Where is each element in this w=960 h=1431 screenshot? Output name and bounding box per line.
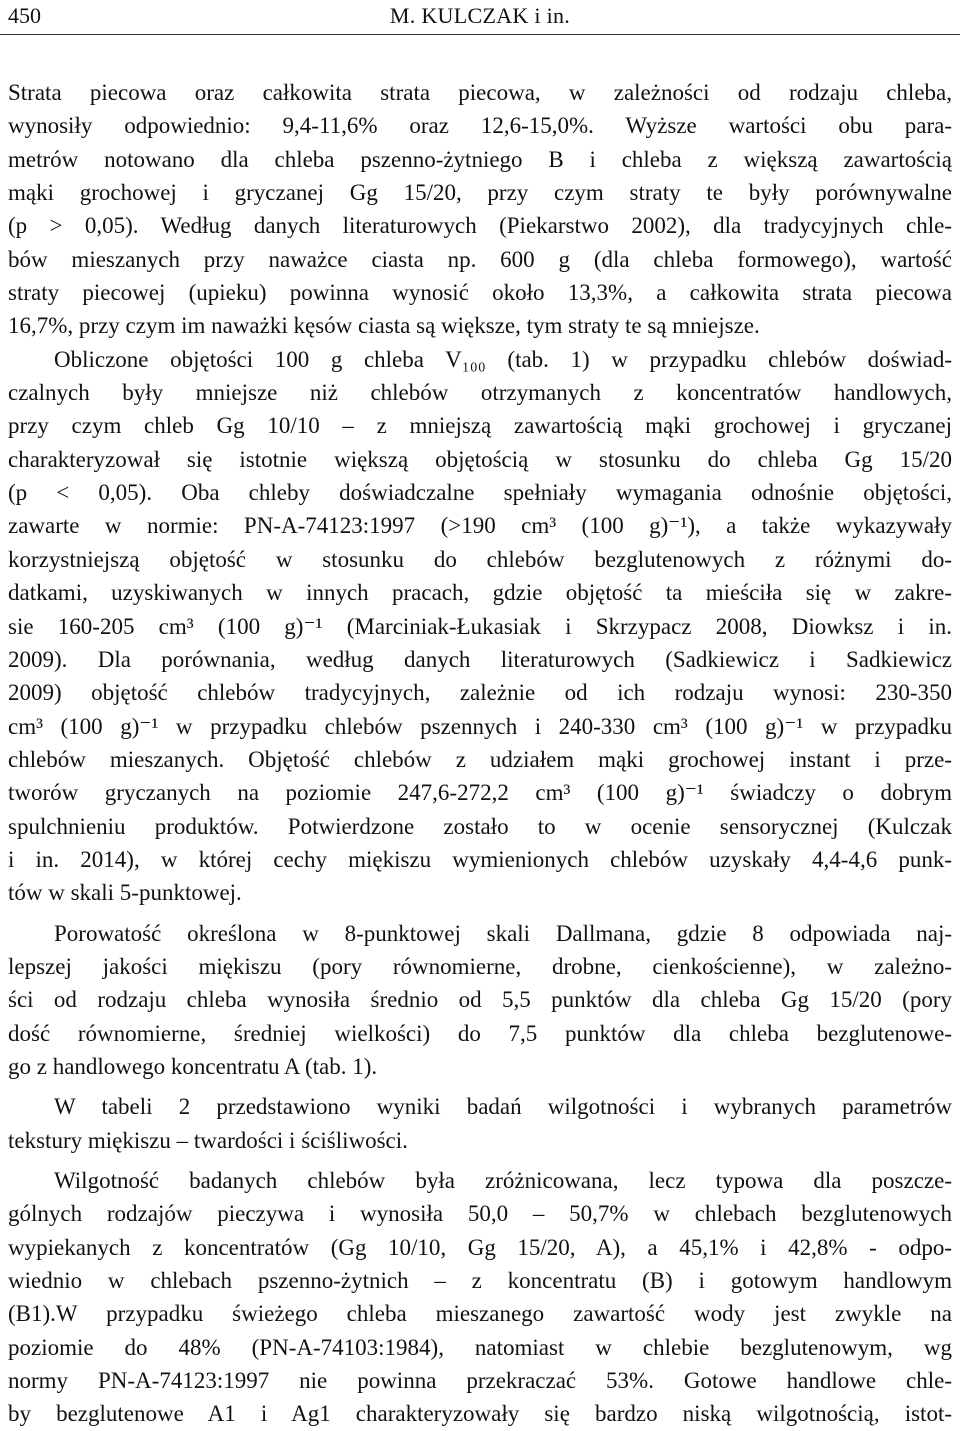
running-header: [0, 0, 960, 35]
text-line: charakteryzował się istotnie większą objętością w stosunku do chleba Gg 15/20: [8, 446, 952, 472]
text-line: dość równomierne, średniej wielkości) do 7,5 punktów dla chleba bezglutenowe-: [8, 1020, 952, 1046]
text-line: ści od rodzaju chleba wynosiła średnio od 5,5 punktów dla chleba Gg 15/20 (pory: [8, 987, 952, 1013]
text-line: datkami, uzyskiwanych w innych pracach, gdzie objętość ta mieściła się w zakre-: [8, 580, 952, 606]
text-line: tów w skali 5-punktowej.: [8, 880, 242, 906]
text-line: W tabeli 2 przedstawiono wyniki badań wilgotności i wybranych parametrów: [54, 1094, 952, 1120]
text-line: metrów notowano dla chleba pszenno-żytniego B i chleba z większą zawartością: [8, 146, 952, 172]
text-line: poziomie do 48% (PN-A-74103:1984), natomiast w chlebie bezglutenowym, wg: [8, 1334, 952, 1360]
text-line: wiednio w chlebach pszenno-żytnich – z koncentratu (B) i gotowym handlowym: [8, 1268, 952, 1294]
text-line: lepszej jakości miękiszu (pory równomierne, drobne, cienkościenne), w zależno-: [8, 953, 952, 979]
paragraph: [8, 343, 952, 910]
text-line: bów mieszanych przy naważce ciasta np. 600 g (dla chleba formowego), wartość: [8, 246, 952, 272]
text-line: tworów gryczanych na poziomie 247,6-272,2 cm³ (100 g)⁻¹ świadczy o dobrym: [8, 780, 952, 806]
text-line: 16,7%, przy czym im naważki kęsów ciasta są większe, tym straty te są mniejsze.: [8, 313, 760, 339]
text-line: spulchnieniu produktów. Potwierdzone zostało to w ocenie sensorycznej (Kulczak: [8, 813, 952, 839]
body-text: [8, 76, 952, 1431]
text-line: korzystniejszą objętość w stosunku do chlebów bezglutenowych z różnymi do-: [8, 546, 952, 572]
text-line: (p > 0,05). Według danych literaturowych (Piekarstwo 2002), dla tradycyjnych chle-: [8, 213, 952, 239]
text-line: Strata piecowa oraz całkowita strata piecowa, w zależności od rodzaju chleba,: [8, 80, 952, 105]
text-line: Wilgotność badanych chlebów była zróżnicowana, lecz typowa dla poszcze-: [54, 1168, 952, 1193]
text-line: Porowatość określona w 8-punktowej skali Dallmana, gdzie 8 odpowiada naj-: [54, 920, 952, 946]
text-line: by bezglutenowe A1 i Ag1 charakteryzowały się bardzo niską wilgotnością, istot-: [8, 1401, 952, 1427]
text-line: Obliczone objętości 100 g chleba V₁₀₀ (tab. 1) w przypadku chlebów doświad-: [54, 346, 952, 372]
text-line: normy PN-A-74123:1997 nie powinna przekraczać 53%. Gotowe handlowe chle-: [8, 1368, 952, 1394]
paragraph: [8, 917, 952, 1084]
text-line: czalnych były mniejsze niż chlebów otrzymanych z koncentratów handlowych,: [8, 380, 952, 406]
text-line: mąki grochowej i gryczanej Gg 15/20, przy czym straty te były porównywalne: [8, 180, 952, 206]
running-head: M. KULCZAK i in.: [389, 3, 571, 28]
text-line: chlebów mieszanych. Objętość chlebów z udziałem mąki grochowej instant i prze-: [8, 746, 952, 772]
text-line: gólnych rodzajów pieczywa i wynosiła 50,0 – 50,7% w chlebach bezglutenowych: [8, 1201, 952, 1227]
text-line: wypiekanych z koncentratów (Gg 10/10, Gg 15/20, A), a 45,1% i 42,8% - odpo-: [8, 1234, 952, 1260]
page-number: 450: [8, 3, 41, 28]
text-line: sie 160-205 cm³ (100 g)⁻¹ (Marciniak-Łukasiak i Skrzypacz 2008, Diowksz i in.: [8, 613, 952, 639]
text-line: (B1).W przypadku świeżego chleba mieszanego zawartość wody jest zwykle na: [8, 1301, 952, 1327]
text-line: go z handlowego koncentratu A (tab. 1).: [8, 1053, 378, 1079]
text-line: zawarte w normie: PN-A-74123:1997 (>190 cm³ (100 g)⁻¹), a także wykazywały: [8, 513, 952, 539]
text-line: 2009) objętość chlebów tradycyjnych, zależnie od ich rodzaju wynosi: 230-350: [8, 680, 952, 706]
text-line: wynosiły odpowiednio: 9,4-11,6% oraz 12,6-15,0%. Wyższe wartości obu para-: [8, 113, 952, 139]
text-line: przy czym chleb Gg 10/10 – z mniejszą zawartością mąki grochowej i gryczanej: [8, 413, 952, 439]
paragraph: [8, 1164, 952, 1431]
text-line: i in. 2014), w której cechy miękiszu wymienionych chlebów uzyskały 4,4-4,6 punk-: [8, 846, 952, 872]
text-line: straty piecowej (upieku) powinna wynosić około 13,3%, a całkowita strata piecowa: [8, 280, 952, 306]
paragraph: [8, 76, 952, 343]
text-line: cm³ (100 g)⁻¹ w przypadku chlebów pszennych i 240-330 cm³ (100 g)⁻¹ w przypadku: [8, 713, 952, 739]
text-line: (p < 0,05). Oba chleby doświadczalne spełniały wymagania odnośnie objętości,: [8, 480, 952, 506]
text-line: tekstury miękiszu – twardości i ściśliwości.: [8, 1127, 408, 1153]
text-line: 2009). Dla porównania, według danych literaturowych (Sadkiewicz i Sadkiewicz: [8, 646, 952, 672]
paragraph: [8, 1090, 952, 1157]
